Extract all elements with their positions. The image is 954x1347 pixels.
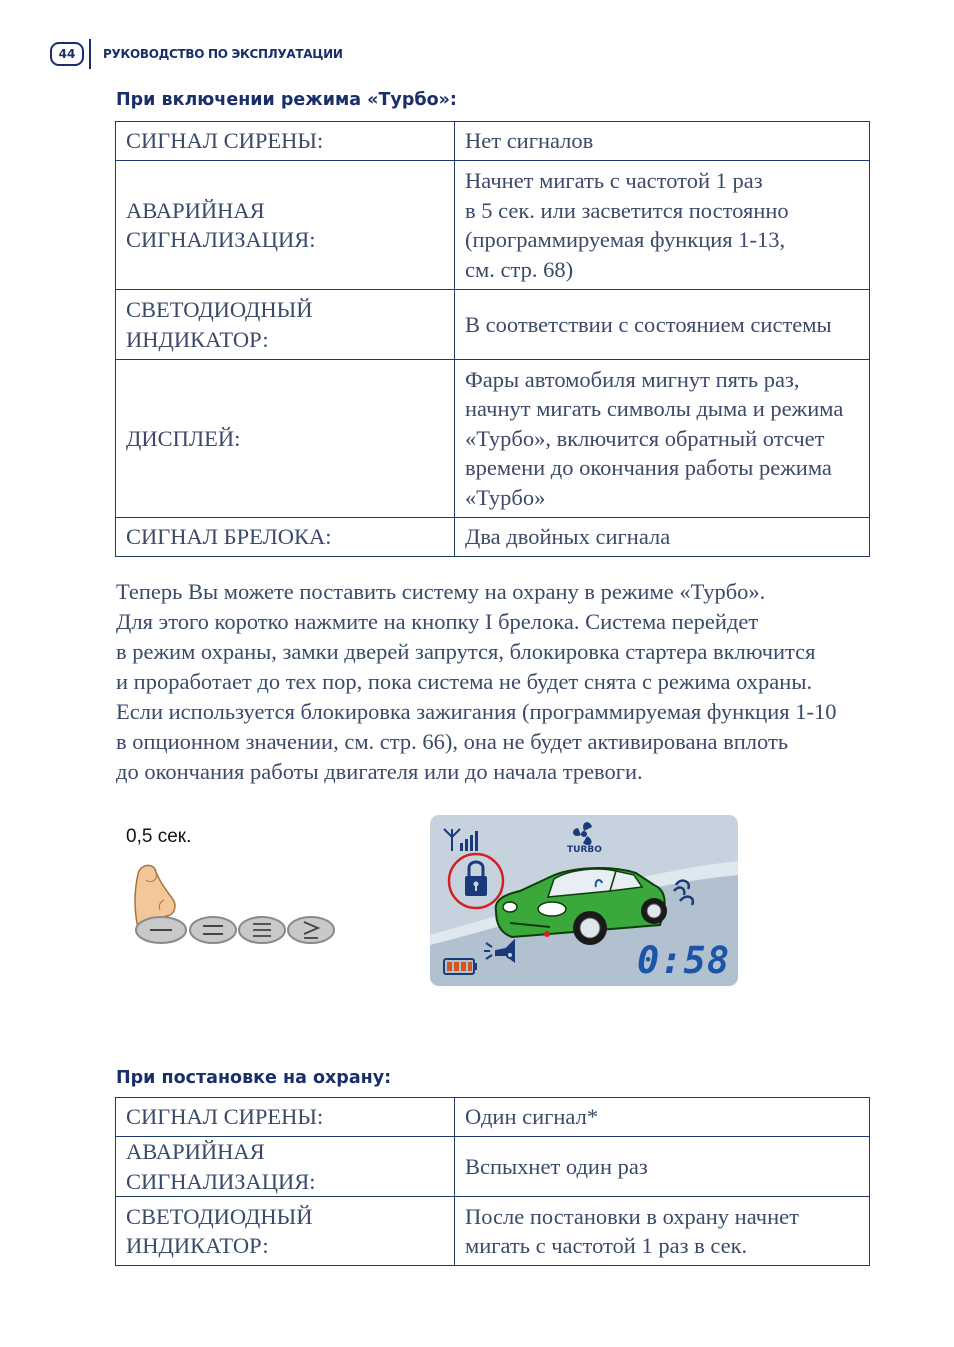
label-line: СИГНАЛ СИРЕНЫ:	[126, 1104, 324, 1130]
paragraph-line: Если используется блокировка зажигания (программируемая функция 1-10	[116, 699, 837, 724]
row-label	[116, 1197, 455, 1266]
value-line: в 5 сек. или засветится постоянно	[465, 197, 789, 223]
keyfob-button-4[interactable]	[288, 917, 334, 943]
label-line: ИНДИКАТОР:	[126, 326, 269, 352]
row-label	[116, 518, 455, 557]
row-value	[455, 1098, 870, 1137]
row-label	[116, 1098, 455, 1137]
turbo-section-title: При включении режима «Турбо»:	[116, 90, 457, 110]
row-value	[455, 290, 870, 360]
value-line: Два двойных сигнала	[465, 524, 671, 550]
keyfob-button-3[interactable]	[239, 917, 285, 943]
header-title: РУКОВОДСТВО ПО ЭКСПЛУАТАЦИИ	[103, 47, 343, 61]
row-value	[455, 360, 870, 518]
row-label	[116, 1137, 455, 1197]
value-line: Вспыхнет один раз	[465, 1153, 648, 1179]
value-line: Нет сигналов	[465, 128, 594, 154]
table-row	[116, 122, 870, 161]
value-line: Один сигнал*	[465, 1104, 599, 1130]
table-row	[116, 518, 870, 557]
row-label	[116, 360, 455, 518]
value-line: времени до окончания работы режима	[465, 455, 832, 481]
turbo-mode-label: TURBO	[567, 845, 602, 855]
row-value	[455, 1197, 870, 1266]
fan-icon	[573, 822, 592, 845]
keyfob-button-1[interactable]	[136, 917, 186, 943]
label-line: ИНДИКАТОР:	[126, 1233, 269, 1258]
table-row	[116, 1098, 870, 1137]
row-label	[116, 161, 455, 290]
value-line: Фары автомобиля мигнут пять раз,	[465, 366, 800, 392]
table-row	[116, 1137, 870, 1197]
value-line: мигать с частотой 1 раз в сек.	[465, 1233, 748, 1258]
value-line: (программируемая функция 1-13,	[465, 227, 786, 252]
value-line: начнут мигать символы дыма и режима	[465, 396, 844, 422]
turbo-table	[115, 121, 870, 557]
keyfob-illustration	[120, 850, 360, 990]
value-line: см. стр. 68)	[465, 256, 574, 282]
press-time-label: 0,5 сек.	[126, 826, 192, 847]
label-line: СИГНАЛ СИРЕНЫ:	[126, 128, 324, 154]
value-line: «Турбо»	[465, 484, 546, 510]
table-row	[116, 290, 870, 360]
value-line: В соответствии с состоянием системы	[465, 311, 832, 337]
label-line: СВЕТОДИОДНЫЙ	[126, 1203, 313, 1229]
table-row	[116, 360, 870, 518]
row-label	[116, 290, 455, 360]
row-value	[455, 122, 870, 161]
header-divider	[89, 39, 91, 69]
paragraph-line: в опционном значении, см. стр. 66), она не будет активирована вплоть	[116, 729, 789, 754]
value-line: Начнет мигать с частотой 1 раз	[465, 168, 763, 193]
arm-section-title: При постановке на охрану:	[116, 1068, 392, 1088]
paragraph-line: и проработает до тех пор, пока система не будет снята с режима охраны.	[116, 669, 813, 694]
row-value	[455, 518, 870, 557]
lock-icon	[449, 854, 503, 908]
table-row	[116, 161, 870, 290]
label-line: АВАРИЙНАЯ СИГНАЛИЗАЦИЯ:	[126, 197, 316, 252]
paragraph-line: Для этого коротко нажмите на кнопку I брелока. Система перейдет	[116, 609, 759, 634]
keyfob-button-2[interactable]	[190, 917, 236, 943]
page-number: 44	[50, 42, 84, 66]
label-line: СИГНАЛ БРЕЛОКА:	[126, 524, 332, 550]
paragraph-line: в режим охраны, замки дверей запрутся, блокировка стартера включится	[116, 639, 816, 664]
value-line: «Турбо», включится обратный отсчет	[465, 425, 825, 451]
row-value	[455, 161, 870, 290]
arm-table	[115, 1097, 870, 1266]
row-label	[116, 122, 455, 161]
table-row	[116, 1197, 870, 1266]
paragraph-line: до окончания работы двигателя или до начала тревоги.	[116, 759, 643, 784]
row-value	[455, 1137, 870, 1197]
value-line: После постановки в охрану начнет	[465, 1203, 799, 1229]
page-header	[50, 40, 343, 68]
label-line: АВАРИЙНАЯ СИГНАЛИЗАЦИЯ:	[126, 1139, 316, 1194]
lcd-timer: 0:58	[637, 939, 731, 982]
paragraph-line: Теперь Вы можете поставить систему на охрану в режиме «Турбо».	[116, 579, 766, 604]
turbo-arm-paragraph	[116, 577, 876, 787]
signal-strength-icon	[444, 829, 478, 851]
label-line: СВЕТОДИОДНЫЙ	[126, 297, 313, 322]
label-line: ДИСПЛЕЙ:	[126, 425, 241, 451]
